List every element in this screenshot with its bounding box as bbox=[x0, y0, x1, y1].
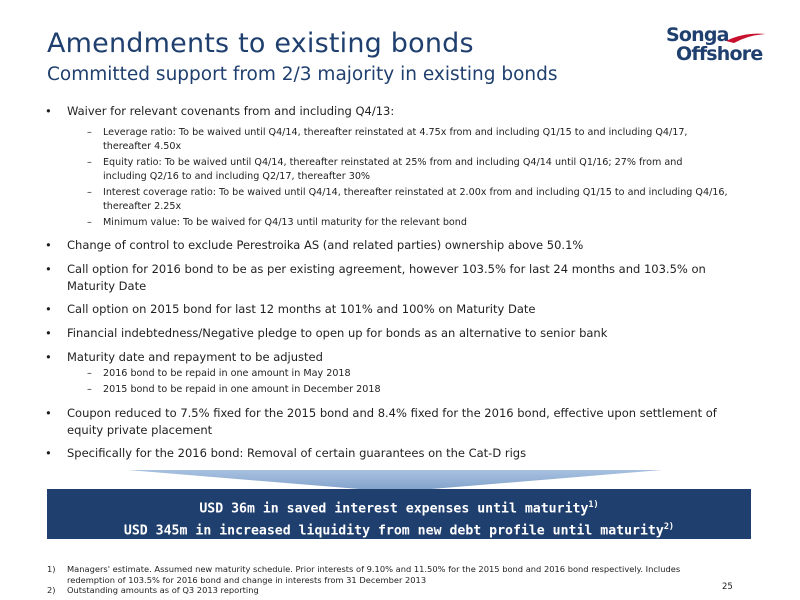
sub-bullet-minimum-value: – Minimum value: To be waived for Q4/13 until maturity for the relevant bond bbox=[103, 216, 728, 230]
sub-bullet-interest-coverage: – Interest coverage ratio: To be waived until Q4/14, thereafter reinstated at 2.00x from and including Q1/15 to and including Q4/16, thereafter 2.25x bbox=[103, 186, 728, 214]
page-title: Amendments to existing bonds bbox=[47, 28, 474, 59]
sub-bullet-2016-repayment: – 2016 bond to be repaid in one amount in May 2018 bbox=[103, 367, 728, 381]
bullet-2016-guarantees: • Specifically for the 2016 bond: Removal of certain guarantees on the Cat-D rigs bbox=[67, 445, 732, 462]
company-logo bbox=[664, 24, 774, 70]
banner-line-saved-interest: USD 36m in saved interest expenses until maturity$^{1)}$ bbox=[199, 500, 599, 517]
bullet-coupon: • Coupon reduced to 7.5% fixed for the 2015 bond and 8.4% fixed for the 2016 bond, effective upon settlement of equity private placement bbox=[67, 405, 732, 439]
logo-line-1: Songa bbox=[666, 24, 729, 46]
bullet-financial-indebtedness: • Financial indebtedness/Negative pledge to open up for bonds as an alternative to senior bank bbox=[67, 325, 732, 342]
bullet-maturity-date: • Maturity date and repayment to be adjusted bbox=[67, 349, 732, 366]
bullet-call-option-2016: • Call option for 2016 bond to be as per existing agreement, however 103.5% for last 24 months and 103.5% on Maturity Date bbox=[67, 261, 732, 295]
logo-line-2: Offshore bbox=[676, 43, 763, 65]
bullet-covenant-waiver: • Waiver for relevant covenants from and including Q4/13: bbox=[67, 103, 732, 120]
sub-bullet-2015-repayment: – 2015 bond to be repaid in one amount in December 2018 bbox=[103, 383, 728, 397]
sub-bullet-equity-ratio: – Equity ratio: To be waived until Q4/14, thereafter reinstated at 25% from and including Q4/14 until Q1/16; 27% from and including Q2/16 to and including Q2/17, thereafter 30% bbox=[103, 156, 728, 184]
bullet-change-of-control: • Change of control to exclude Perestroika AS (and related parties) ownership above 50.1% bbox=[67, 237, 732, 254]
summary-banner bbox=[47, 489, 751, 539]
page-number: 25 bbox=[722, 582, 733, 592]
bullet-call-option-2015: • Call option on 2015 bond for last 12 months at 101% and 100% on Maturity Date bbox=[67, 301, 732, 318]
banner-line-increased-liquidity: USD 345m in increased liquidity from new debt profile until maturity$^{2)}$ bbox=[123, 522, 675, 539]
page-subtitle: Committed support from 2/3 majority in existing bonds bbox=[47, 64, 558, 85]
sub-bullet-leverage-ratio: – Leverage ratio: To be waived until Q4/14, thereafter reinstated at 4.75x from and including Q1/15 to and including Q4/17, thereafter 4.50x bbox=[103, 126, 728, 154]
